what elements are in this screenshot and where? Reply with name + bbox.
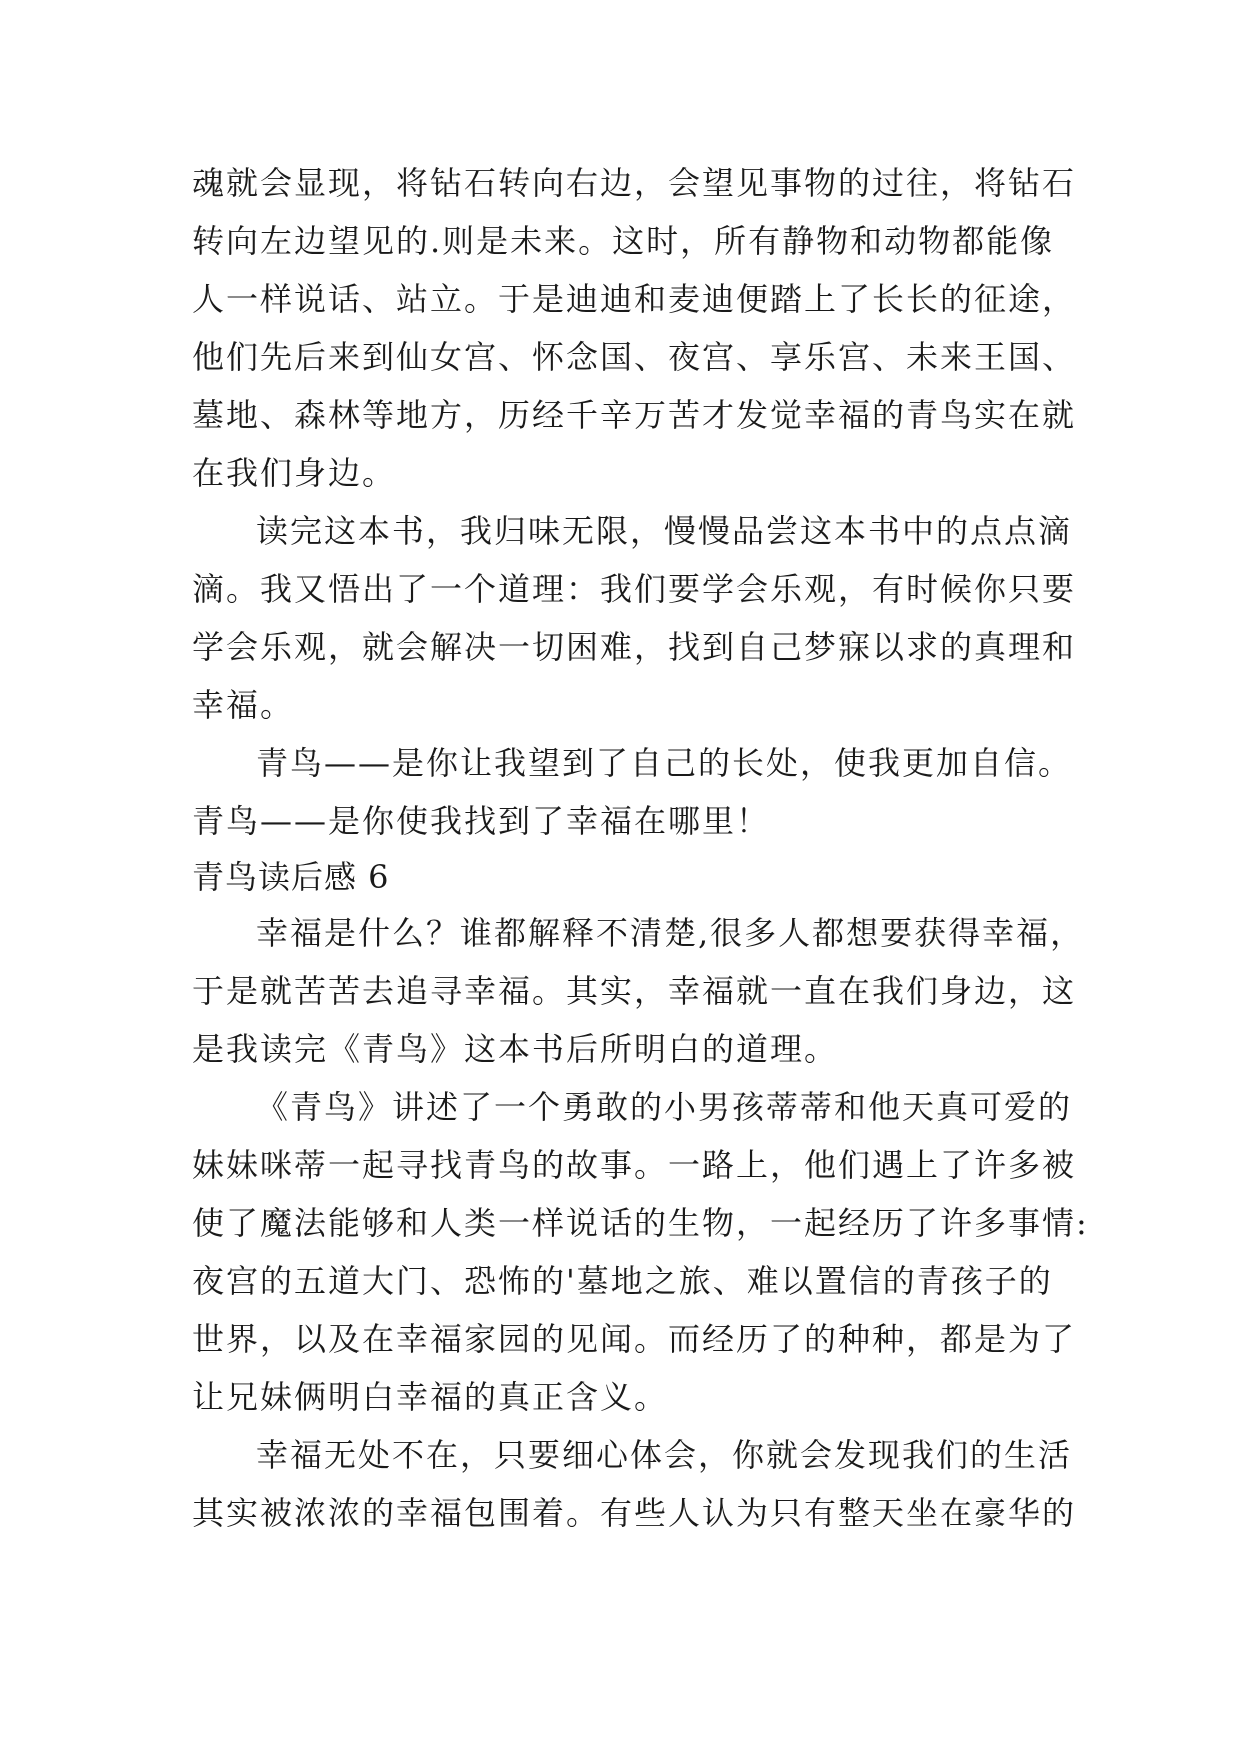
text-line: 读完这本书，我归味无限，慢慢品尝这本书中的点点滴 bbox=[256, 512, 1073, 550]
text-line: 其实被浓浓的幸福包围着。有些人认为只有整天坐在豪华的 bbox=[192, 1494, 1077, 1532]
paragraph bbox=[192, 904, 1085, 1078]
text-line: 他们先后来到仙女宫、怀念国、夜宫、享乐宫、未来王国、 bbox=[192, 338, 1077, 376]
paragraph bbox=[192, 734, 1073, 850]
text-line: 魂就会显现，将钻石转向右边，会望见事物的过往，将钻石 bbox=[192, 164, 1077, 202]
text-line: 使了魔法能够和人类一样说话的生物，一起经历了许多事情: bbox=[192, 1204, 1089, 1242]
paragraph bbox=[192, 154, 1077, 502]
text-line: 人一样说话、站立。于是迪迪和麦迪便踏上了长长的征途， bbox=[192, 280, 1077, 318]
text-line: 学会乐观，就会解决一切困难，找到自己梦寐以求的真理和 bbox=[192, 628, 1077, 666]
text-line: 墓地、森林等地方，历经千辛万苦才发觉幸福的青鸟实在就 bbox=[192, 396, 1077, 434]
text-line: 让兄妹俩明白幸福的真正含义。 bbox=[192, 1378, 669, 1416]
document-body bbox=[192, 154, 1089, 1542]
text-line: 幸福。 bbox=[192, 686, 295, 724]
text-line: 夜宫的五道大门、恐怖的'墓地之旅、难以置信的青孩子的 bbox=[192, 1262, 1053, 1300]
text-line: 于是就苦苦去追寻幸福。其实，幸福就一直在我们身边，这 bbox=[192, 972, 1077, 1010]
text-line: 青鸟——是你让我望到了自己的长处，使我更加自信。 bbox=[256, 744, 1073, 782]
text-line: 妹妹咪蒂一起寻找青鸟的故事。一路上，他们遇上了许多被 bbox=[192, 1146, 1077, 1184]
paragraph bbox=[192, 1426, 1077, 1542]
text-line: 幸福是什么？谁都解释不清楚,很多人都想要获得幸福， bbox=[256, 914, 1085, 952]
section-heading: 青鸟读后感 6 bbox=[192, 858, 390, 896]
paragraph bbox=[192, 502, 1077, 734]
text-line: 青鸟——是你使我找到了幸福在哪里！ bbox=[192, 802, 771, 840]
text-line: 幸福无处不在，只要细心体会，你就会发现我们的生活 bbox=[256, 1436, 1073, 1474]
text-line: 转向左边望见的.则是未来。这时，所有静物和动物都能像 bbox=[192, 222, 1055, 260]
text-line: 世界，以及在幸福家园的见闻。而经历了的种种，都是为了 bbox=[192, 1320, 1077, 1358]
text-line: 滴。我又悟出了一个道理：我们要学会乐观，有时候你只要 bbox=[192, 570, 1077, 608]
text-line: 《青鸟》讲述了一个勇敢的小男孩蒂蒂和他天真可爱的 bbox=[256, 1088, 1073, 1126]
text-line: 是我读完《青鸟》这本书后所明白的道理。 bbox=[192, 1030, 839, 1068]
paragraph bbox=[192, 1078, 1089, 1426]
text-line: 在我们身边。 bbox=[192, 454, 397, 492]
